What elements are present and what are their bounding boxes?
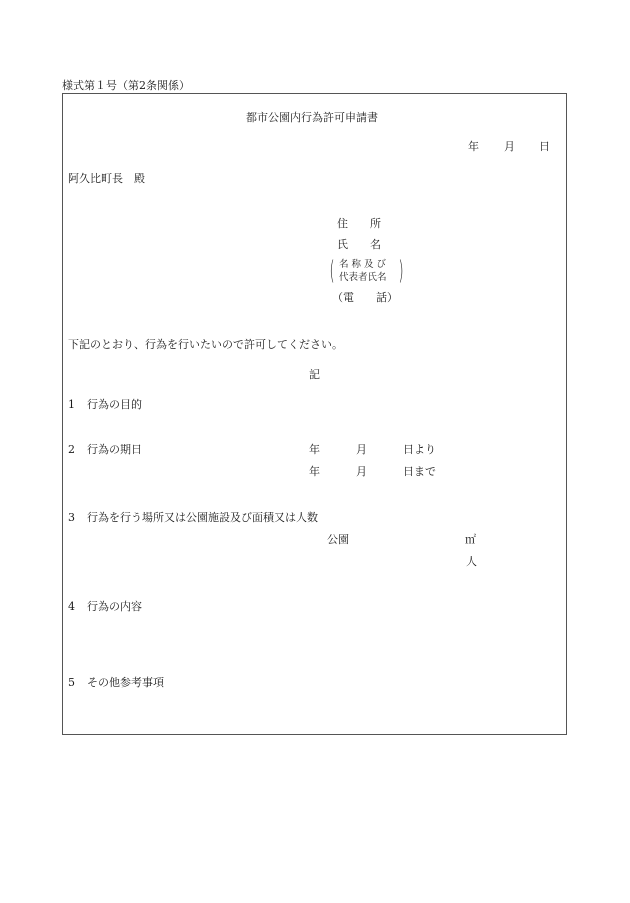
item3-label: 行為を行う場所又は公園施設及び面積又は人数 xyxy=(87,511,318,524)
item1-number: 1 xyxy=(68,398,75,411)
address-label: 住 所 xyxy=(337,217,381,230)
form-frame xyxy=(62,93,567,735)
period-from-year: 年 xyxy=(309,443,320,456)
name-label: 氏 名 xyxy=(337,238,381,251)
ki-heading: 記 xyxy=(309,368,320,381)
date-year: 年 xyxy=(468,140,479,153)
park-label: 公園 xyxy=(327,533,349,546)
people-unit: 人 xyxy=(466,555,477,568)
period-to-year: 年 xyxy=(309,465,320,478)
period-to-day: 日まで xyxy=(403,465,436,478)
intro-text: 下記のとおり、行為を行いたいので許可してください。 xyxy=(68,338,343,351)
period-from-day: 日より xyxy=(403,443,436,456)
item2-number: 2 xyxy=(68,443,75,456)
period-to-month: 月 xyxy=(356,465,367,478)
phone-label: （電 話） xyxy=(332,291,398,304)
area-unit: ㎡ xyxy=(465,533,476,546)
organization-label-line1: 名 称 及 び xyxy=(339,259,387,270)
item3-number: 3 xyxy=(68,511,75,524)
date-day: 日 xyxy=(539,140,550,153)
item1-label: 行為の目的 xyxy=(87,398,142,411)
addressee: 阿久比町長 殿 xyxy=(68,172,145,185)
right-brace: ) xyxy=(398,256,404,286)
item5-label: その他参考事項 xyxy=(87,676,164,689)
item4-label: 行為の内容 xyxy=(87,600,142,613)
item4-number: 4 xyxy=(68,600,75,613)
left-brace: ( xyxy=(329,256,335,286)
organization-bracket xyxy=(331,258,402,286)
form-title: 都市公園内行為許可申請書 xyxy=(246,111,378,124)
item2-label: 行為の期日 xyxy=(87,443,142,456)
organization-label-line2: 代表者氏名 xyxy=(339,272,387,283)
period-from-month: 月 xyxy=(356,443,367,456)
form-number: 様式第１号（第2条関係） xyxy=(62,79,190,92)
item5-number: 5 xyxy=(68,676,75,689)
organization-label xyxy=(339,258,387,284)
date-month: 月 xyxy=(504,140,515,153)
